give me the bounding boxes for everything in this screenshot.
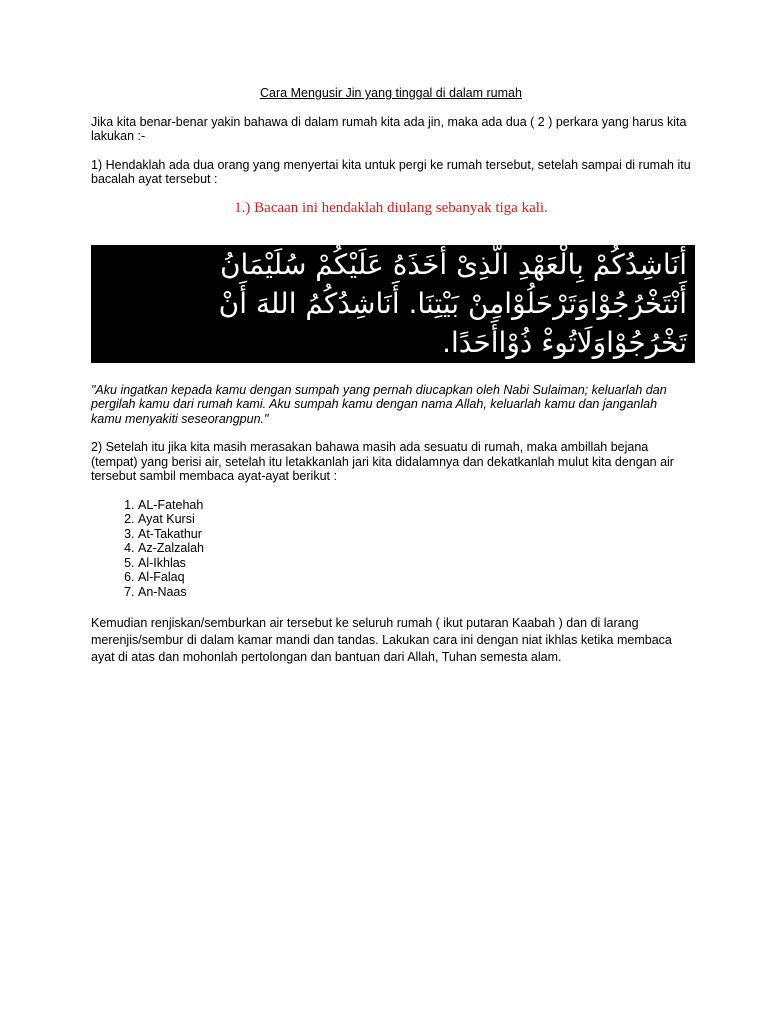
repeat-note: 1.) Bacaan ini hendaklah diulang sebanyak tiga kali. <box>234 199 548 216</box>
step-two-paragraph: 2) Setelah itu jika kita masih merasakan bahawa masih ada sesuatu di rumah, maka ambillah bejana (tempat) yang berisi air, setelah itu letakkanlah jari kita didalamnya dan dekatkanlah mulut kita dengan air tersebut sambil membaca ayat-ayat berikut : <box>91 440 674 483</box>
surah-list <box>91 498 691 600</box>
list-item: 6. Al-Falaq <box>138 570 691 585</box>
page-title: Cara Mengusir Jin yang tinggal di dalam rumah <box>260 86 522 100</box>
arabic-line: تَخْرُجُوْاوَلَاتُوءْ ذُوْاأَحَدًا. <box>442 325 687 359</box>
list-item: 7. An-Naas <box>138 585 691 600</box>
translation-paragraph: "Aku ingatkan kepada kamu dengan sumpah yang pernah diucapkan oleh Nabi Sulaiman; keluarlah dan pergilah kamu dari rumah kami. Aku sumpah kamu dengan nama Allah, keluarlah kamu dan janganlah kamu menyakiti seseorangpun." <box>91 382 667 426</box>
arabic-line: أَنَاشِدُكُمْ بِالْعَهْدِ الَّذِىْ أَخَذَهُ عَلَيْكُمْ سُلَيْمَانُ <box>219 247 687 281</box>
list-item: 4. Az-Zalzalah <box>138 541 691 556</box>
arabic-line: أَنْتَخْرُجُوْاوَتَرْحَلُوْامِنْ بَيْتِنَا. أَنَاشِدُكُمُ اللهَ أَنْ <box>218 286 687 320</box>
intro-paragraph: Jika kita benar-benar yakin bahawa di dalam rumah kita ada jin, maka ada dua ( 2 ) perkara yang harus kita lakukan :- <box>91 114 687 143</box>
document-page <box>91 86 691 666</box>
step-one-paragraph: 1) Hendaklah ada dua orang yang menyertai kita untuk pergi ke rumah tersebut, setelah sampai di rumah itu bacalah ayat tersebut : <box>91 157 691 186</box>
list-item: 3. At-Takathur <box>138 527 691 542</box>
list-item: 5. Al-Ikhlas <box>138 556 691 571</box>
list-item: 1. AL-Fatehah <box>138 498 691 513</box>
list-item: 2. Ayat Kursi <box>138 512 691 527</box>
arabic-verse-image <box>91 245 695 363</box>
closing-paragraph: Kemudian renjiskan/semburkan air tersebut ke seluruh rumah ( ikut putaran Kaabah ) dan di larang merenjis/sembur di dalam kamar mandi dan tandas. Lakukan cara ini dengan niat ikhlas ketika membaca ayat di atas dan mohonlah pertolongan dan bantuan dari Allah, Tuhan semesta alam. <box>91 616 672 664</box>
